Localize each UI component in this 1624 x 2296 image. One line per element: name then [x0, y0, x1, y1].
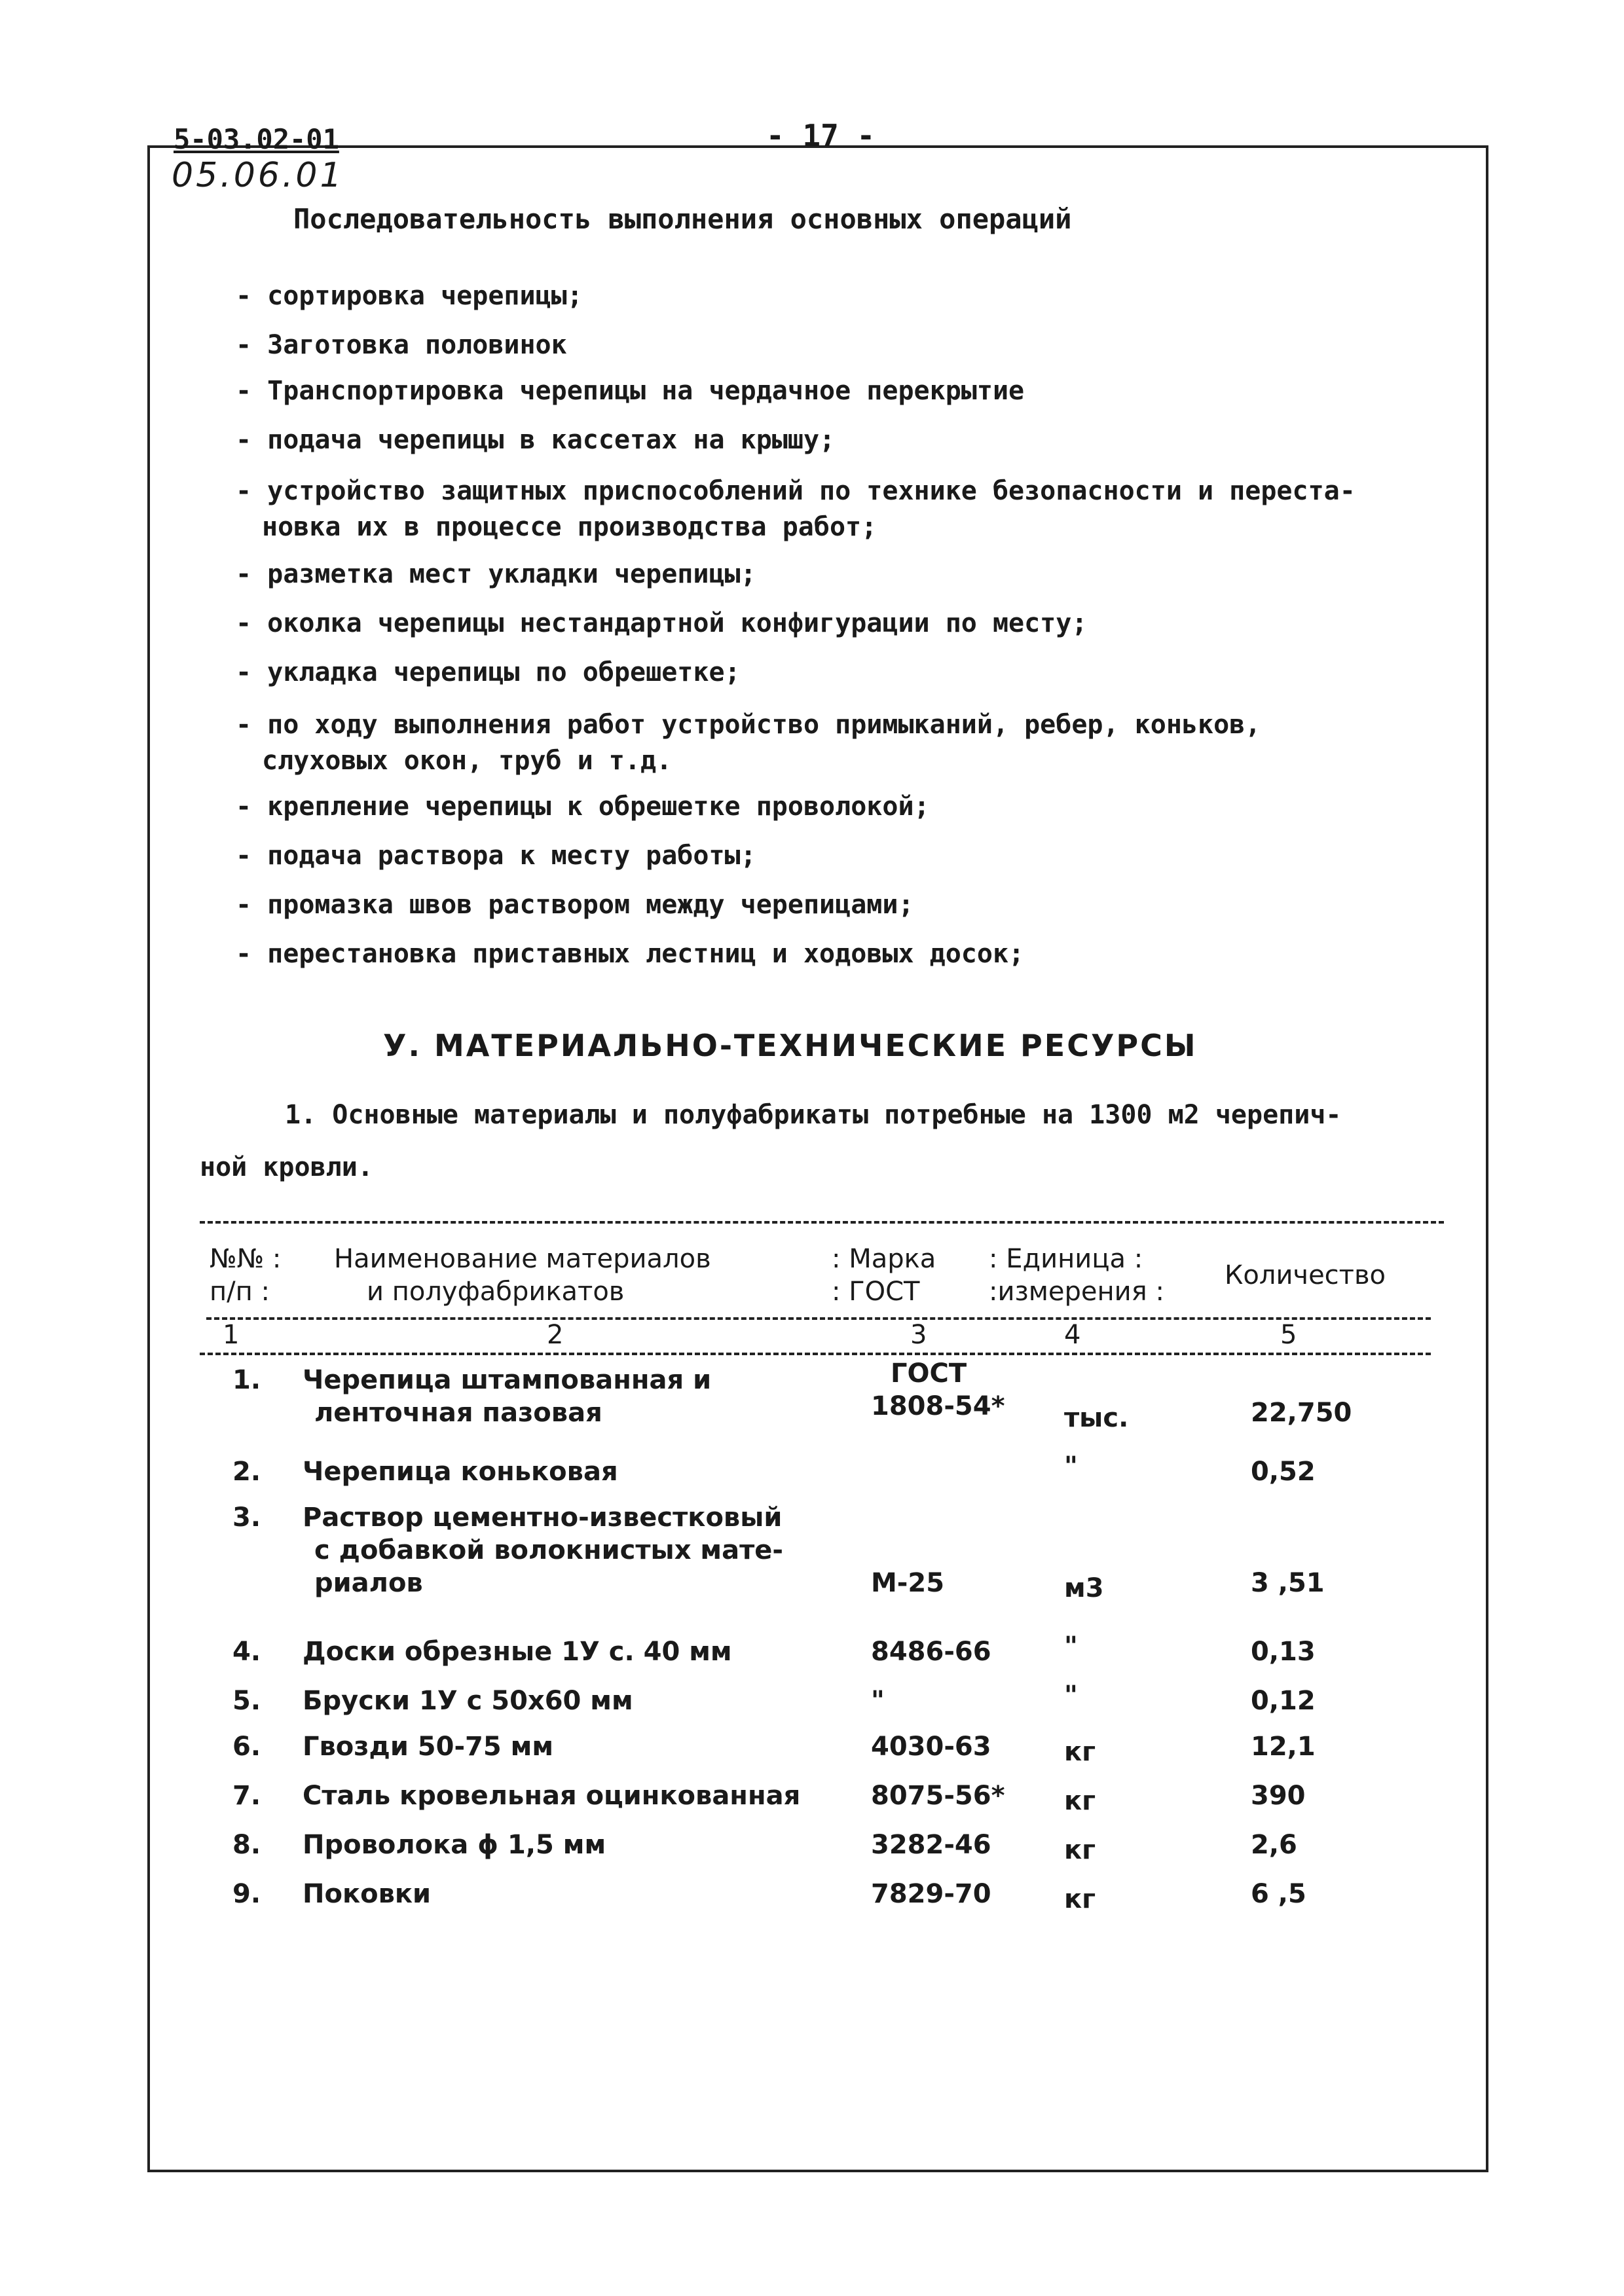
- row-gost-mark: 7829-70: [871, 1879, 991, 1909]
- row-material-name: Доски обрезные 1У с. 40 мм: [303, 1637, 732, 1667]
- operation-item: новка их в процессе производства работ;: [262, 512, 877, 542]
- operation-item: - укладка черепицы по обрешетке;: [236, 657, 741, 687]
- row-quantity: 0,12: [1251, 1686, 1316, 1716]
- row-material-name: с добавкой волокнистых мате-: [314, 1535, 784, 1565]
- header-mark-line2: : ГОСТ: [832, 1277, 920, 1307]
- row-number: 3.: [232, 1503, 261, 1533]
- column-number-1: 1: [223, 1320, 240, 1350]
- row-gost-mark: 8075-56*: [871, 1781, 1005, 1811]
- table-top-rule: [200, 1221, 1444, 1224]
- row-material-name: Проволока ϕ 1,5 мм: [303, 1830, 606, 1860]
- page-number: - 17 -: [766, 118, 876, 153]
- row-gost-mark: 3282-46: [871, 1830, 991, 1860]
- row-quantity: 12,1: [1251, 1732, 1316, 1762]
- column-number-3: 3: [910, 1320, 927, 1350]
- header-mark-line1: : Марка: [832, 1244, 936, 1274]
- row-number: 6.: [232, 1732, 261, 1762]
- operation-item: - крепление черепицы к обрешетке проволокой;: [236, 792, 930, 822]
- row-number: 8.: [232, 1830, 261, 1860]
- section-paragraph-line1: 1. Основные материалы и полуфабрикаты потребные на 1300 м2 черепич-: [285, 1100, 1342, 1130]
- header-unit-line2: :измерения :: [989, 1277, 1164, 1307]
- operation-item: - разметка мест укладки черепицы;: [236, 559, 756, 589]
- handwritten-code: 05.06.01: [172, 156, 344, 195]
- row-unit: тыс.: [1064, 1403, 1129, 1433]
- row-gost-mark: 1808-54*: [871, 1391, 1005, 1421]
- row-material-name: риалов: [314, 1568, 423, 1598]
- table-number-rule: [200, 1353, 1431, 1355]
- row-number: 9.: [232, 1879, 261, 1909]
- row-quantity: 3 ,51: [1251, 1568, 1325, 1598]
- row-gost-mark: ": [871, 1686, 885, 1716]
- column-number-2: 2: [547, 1320, 564, 1350]
- operation-item: - околка черепицы нестандартной конфигурации по месту;: [236, 608, 1088, 638]
- row-material-name: Бруски 1У с 50х60 мм: [303, 1686, 633, 1716]
- row-material-name: Сталь кровельная оцинкованная: [303, 1781, 801, 1811]
- operation-item: - по ходу выполнения работ устройство примыканий, ребер, коньков,: [236, 710, 1261, 740]
- column-number-4: 4: [1064, 1320, 1081, 1350]
- operation-item: - Транспортировка черепицы на чердачное перекрытие: [236, 376, 1025, 406]
- row-gost-mark: ГОСТ: [891, 1358, 967, 1389]
- row-quantity: 390: [1251, 1781, 1306, 1811]
- row-material-name: Гвозди 50-75 мм: [303, 1732, 554, 1762]
- row-quantity: 22,750: [1251, 1398, 1352, 1428]
- operation-item: - перестановка приставных лестниц и ходовых досок;: [236, 939, 1025, 969]
- document-code: 5-03.02-01: [174, 123, 339, 155]
- row-quantity: 2,6: [1251, 1830, 1297, 1860]
- row-quantity: 0,13: [1251, 1637, 1316, 1667]
- row-material-name: Раствор цементно-известковый: [303, 1503, 783, 1533]
- row-quantity: 0,52: [1251, 1457, 1316, 1487]
- operation-item: - устройство защитных приспособлений по технике безопасности и переста-: [236, 476, 1356, 506]
- column-number-5: 5: [1280, 1320, 1297, 1350]
- header-number-line2: п/п :: [210, 1277, 270, 1307]
- row-material-name: Поковки: [303, 1879, 432, 1909]
- header-name-line2: и полуфабрикатов: [367, 1277, 625, 1307]
- section-title: У. МАТЕРИАЛЬНО-ТЕХНИЧЕСКИЕ РЕСУРСЫ: [383, 1028, 1198, 1063]
- row-gost-mark: 4030-63: [871, 1732, 991, 1762]
- operation-item: слуховых окон, труб и т.д.: [262, 746, 673, 776]
- row-gost-mark: М-25: [871, 1568, 945, 1598]
- operation-item: - подача раствора к месту работы;: [236, 841, 756, 871]
- row-number: 5.: [232, 1686, 261, 1716]
- row-unit: кг: [1064, 1884, 1096, 1914]
- section-paragraph-line2: ной кровли.: [200, 1152, 373, 1182]
- operation-item: - подача черепицы в кассетах на крышу;: [236, 425, 836, 455]
- row-material-name: Черепица коньковая: [303, 1457, 618, 1487]
- operation-item: - промазка швов раствором между черепицами;: [236, 890, 914, 920]
- table-header-rule: [206, 1317, 1431, 1320]
- header-number-line1: №№ :: [210, 1244, 282, 1274]
- row-number: 1.: [232, 1365, 261, 1395]
- row-number: 2.: [232, 1457, 261, 1487]
- row-gost-mark: 8486-66: [871, 1637, 991, 1667]
- row-unit: кг: [1064, 1835, 1096, 1865]
- header-unit-line1: : Единица :: [989, 1244, 1143, 1274]
- header-name-line1: Наименование материалов: [334, 1244, 711, 1274]
- row-unit: ": [1064, 1681, 1078, 1711]
- row-unit: ": [1064, 1631, 1078, 1662]
- row-number: 4.: [232, 1637, 261, 1667]
- row-unit: м3: [1064, 1573, 1104, 1603]
- row-number: 7.: [232, 1781, 261, 1811]
- operations-heading: Последовательность выполнения основных операций: [293, 203, 1072, 235]
- operation-item: - Заготовка половинок: [236, 330, 567, 360]
- row-quantity: 6 ,5: [1251, 1879, 1306, 1909]
- row-unit: кг: [1064, 1786, 1096, 1816]
- row-material-name: ленточная пазовая: [314, 1398, 602, 1428]
- row-unit: кг: [1064, 1737, 1096, 1767]
- row-unit: ": [1064, 1451, 1078, 1482]
- operation-item: - сортировка черепицы;: [236, 281, 583, 311]
- header-quantity: Количество: [1225, 1260, 1386, 1290]
- row-material-name: Черепица штампованная и: [303, 1365, 712, 1395]
